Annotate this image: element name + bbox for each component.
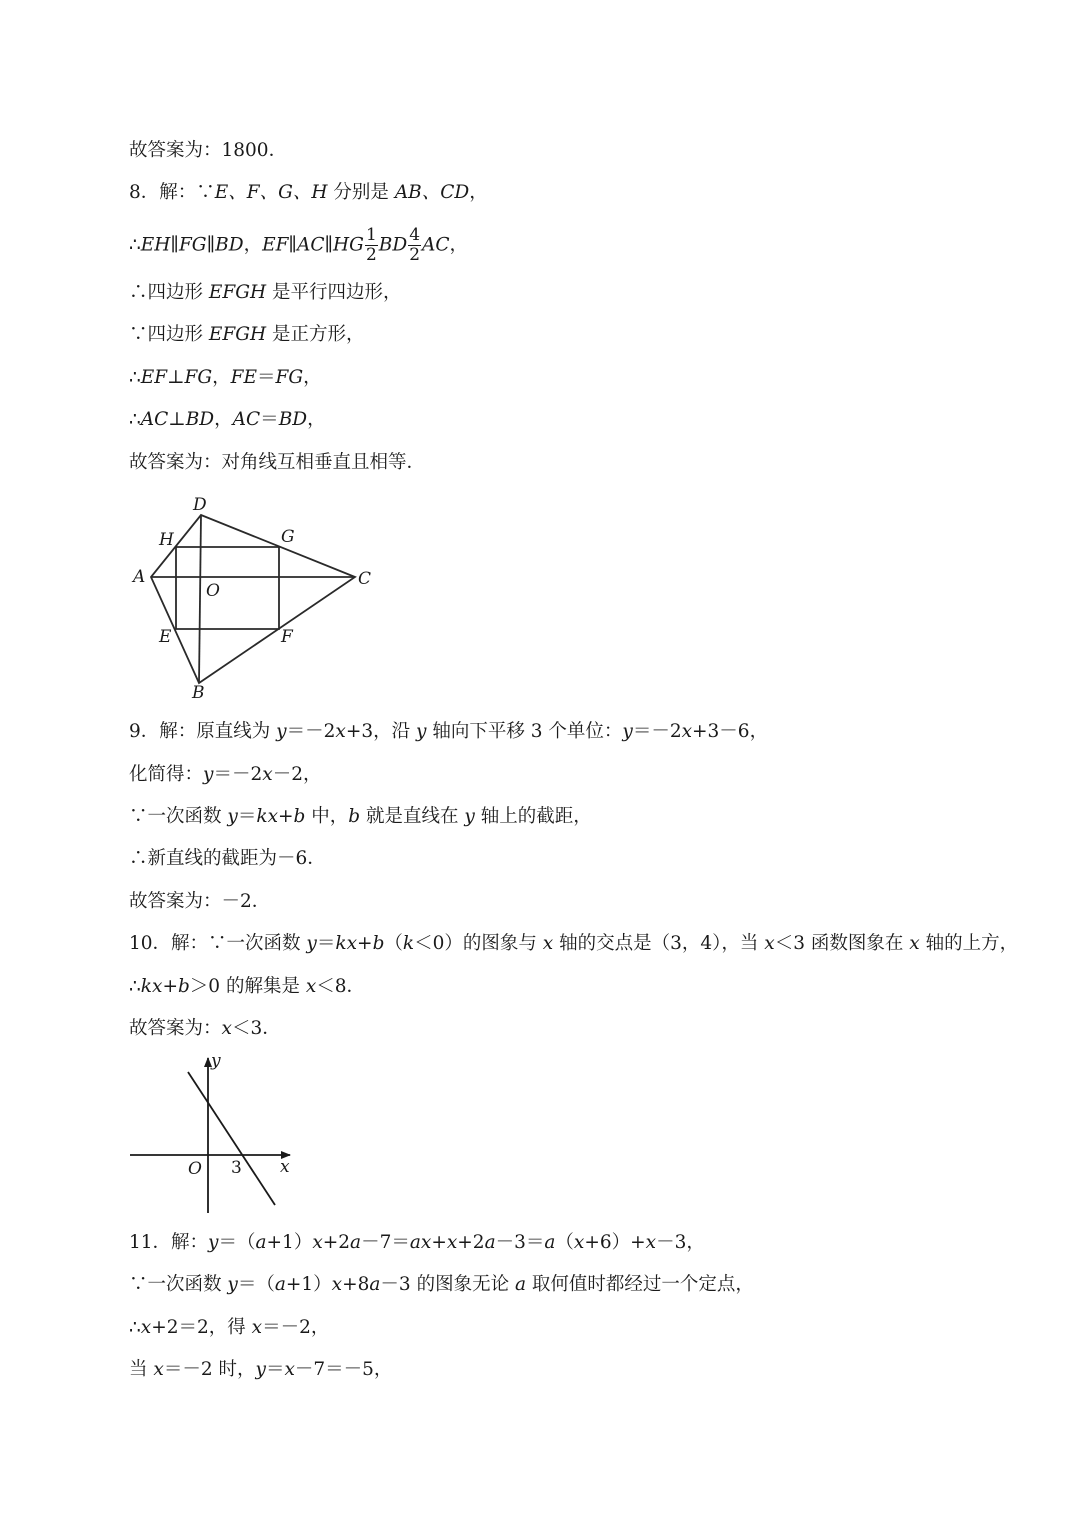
- p9-line-1: 9．解：原直线为 y＝－2x+3，沿 y 轴向下平移 3 个单位：y＝－2x+3－6，: [129, 721, 769, 742]
- p11-line-3: ∴x+2＝2，得 x＝－2，: [129, 1317, 330, 1338]
- label-H: H: [159, 530, 174, 550]
- p10-line-1: 10．解：∵一次函数 y＝kx+b（k＜0）的图象与 x 轴的交点是（3，4），当 x＜3 函数图象在 x 轴的上方，: [129, 933, 1019, 954]
- p8-line-2: ∴EH∥FG∥BD，EF∥AC∥HG $\frac{1}{2}$ BD $\frac{4}{2}$ AC，: [129, 225, 469, 265]
- fraction-four-halves: $\frac{4}{2}$: [409, 225, 421, 265]
- fraction-half-1: $\frac{1}{2}$: [365, 225, 377, 265]
- rectangle-EFGH: [176, 547, 279, 629]
- p9-answer: 故答案为：－2．: [129, 891, 271, 912]
- p10-answer: 故答案为：x＜3．: [129, 1018, 281, 1039]
- p11-line-2: ∵一次函数 y＝（a+1）x+8a－3 的图象无论 a 取何值时都经过一个定点，: [129, 1274, 754, 1295]
- p8-line-3: ∴四边形 EFGH 是平行四边形，: [129, 282, 402, 303]
- label-F: F: [281, 627, 293, 647]
- function-line: [188, 1072, 275, 1205]
- label-E: E: [159, 627, 172, 647]
- p8-line-4: ∵四边形 EFGH 是正方形，: [129, 324, 365, 345]
- p11-line-4: 当 x＝－2 时，y＝x－7＝－5，: [129, 1359, 393, 1380]
- p11-line-1: 11．解：y＝（a+1）x+2a－7＝ax+x+2a－3＝a（x+6）+x－3，: [129, 1232, 705, 1253]
- p8-line-1: 8．解：∵E、F、G、H 分别是 AB、CD，: [129, 182, 488, 203]
- label-origin: O: [188, 1159, 202, 1179]
- p8-line-5: ∴EF⊥FG，FE＝FG，: [129, 367, 322, 388]
- label-x-axis: x: [280, 1157, 290, 1177]
- p9-line-2: 化简得：y＝－2x－2，: [129, 764, 322, 785]
- p8-answer: 故答案为：对角线互相垂直且相等．: [129, 452, 426, 473]
- p9-line-4: ∴新直线的截距为－6．: [129, 848, 326, 869]
- p10-line-2: ∴kx+b＞0 的解集是 x＜8．: [129, 976, 366, 997]
- linear-function-graph: [120, 1048, 310, 1223]
- label-A: A: [133, 567, 146, 587]
- answer-line-7: 故答案为：1800．: [129, 140, 288, 161]
- label-C: C: [358, 569, 372, 589]
- label-O: O: [206, 581, 220, 601]
- quadrilateral-figure: [120, 488, 390, 708]
- quad-ABCD: [151, 515, 355, 683]
- label-y-axis: y: [211, 1051, 221, 1071]
- diagonal-BD: [199, 515, 201, 683]
- label-G: G: [281, 527, 295, 547]
- label-intercept-3: 3: [231, 1158, 242, 1178]
- label-B: B: [192, 683, 205, 703]
- p8-line-6: ∴AC⊥BD，AC＝BD，: [129, 409, 326, 430]
- p9-line-3: ∵一次函数 y＝kx+b 中，b 就是直线在 y 轴上的截距，: [129, 806, 592, 827]
- label-D: D: [193, 495, 207, 515]
